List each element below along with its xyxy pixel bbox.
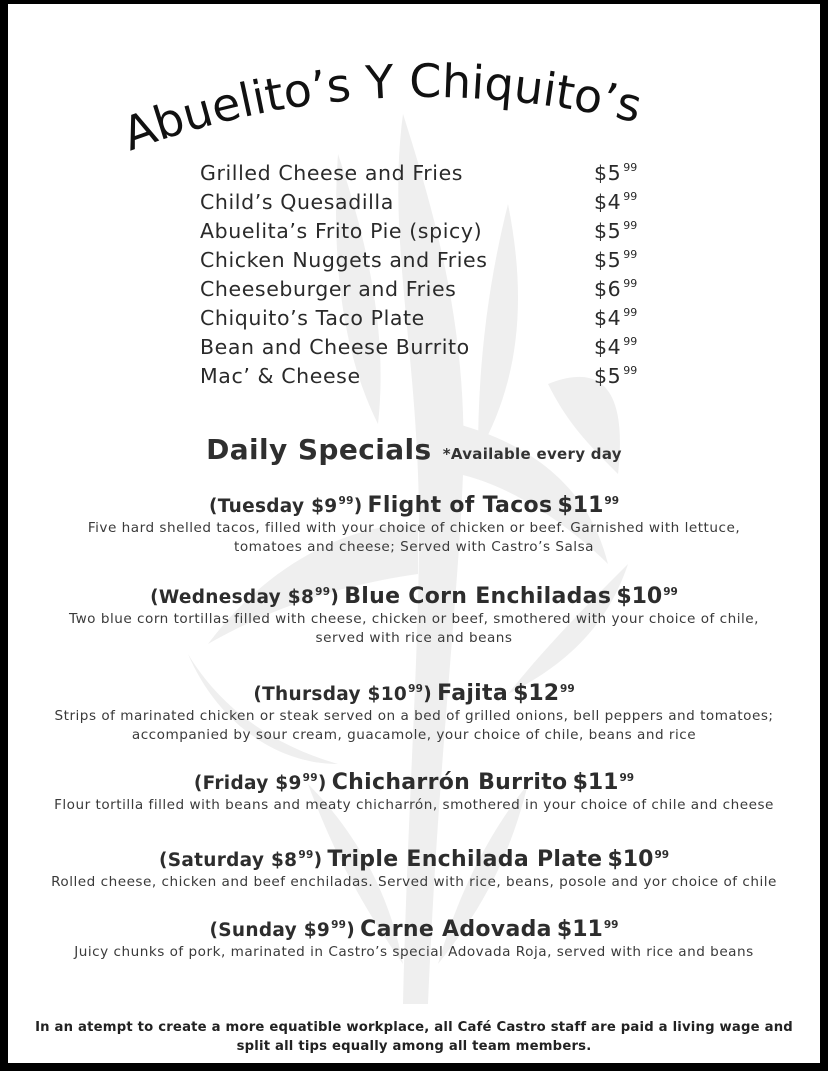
special-description	[8, 707, 820, 745]
price-cents: 99	[623, 248, 638, 261]
special-title	[8, 847, 820, 872]
special-price-dollars: $11	[557, 493, 604, 518]
special-price-dollars: $12	[513, 681, 560, 706]
special-title	[8, 770, 820, 795]
price-cents: 99	[623, 306, 638, 319]
price-cents: 99	[623, 190, 638, 203]
price-dollars: $5	[594, 161, 622, 185]
special-day: (Sunday $9	[209, 920, 331, 941]
svg-text:Abuelito’s Y Chiquito’s	[116, 59, 647, 161]
special-day: (Thursday $10	[253, 684, 408, 705]
special-price-cents: 99	[654, 849, 670, 861]
menu-item-price	[594, 306, 640, 330]
special-description-line: Strips of marinated chicken or steak served on a bed of grilled onions, bell peppers and tomatoes;	[54, 708, 774, 724]
menu-item-price	[594, 248, 640, 272]
special-description-line: Two blue corn tortillas filled with cheese, chicken or beef, smothered with your choice of chile,	[69, 611, 759, 627]
special-description-line: Flour tortilla filled with beans and meaty chicharrón, smothered in your choice of chile and cheese	[54, 797, 774, 813]
footer-line: In an atempt to create a more equatible workplace, all Café Castro staff are paid a living wage and	[35, 1020, 793, 1035]
special-day-price	[159, 850, 322, 871]
footer-line: split all tips equally among all team members.	[236, 1039, 592, 1054]
menu-item	[200, 306, 640, 335]
daily-special	[8, 917, 820, 962]
special-price-cents: 99	[603, 919, 619, 931]
special-description-line: Juicy chunks of pork, marinated in Castro’s special Adovada Roja, served with rice and beans	[74, 944, 754, 960]
special-description	[8, 943, 820, 962]
price-cents: 99	[623, 219, 638, 232]
special-title	[8, 493, 820, 518]
daily-special	[8, 847, 820, 892]
special-price	[557, 917, 619, 942]
price-dollars: $4	[594, 335, 622, 359]
special-day-price	[194, 773, 327, 794]
special-price-cents: 99	[560, 683, 575, 695]
special-price	[513, 681, 575, 706]
menu-item-name: Chiquito’s Taco Plate	[200, 306, 425, 330]
menu-item-price	[594, 161, 640, 185]
special-price	[608, 847, 670, 872]
special-price	[573, 770, 635, 795]
price-cents: 99	[623, 364, 638, 377]
special-description	[8, 610, 820, 648]
daily-special	[8, 681, 820, 745]
price-dollars: $4	[594, 190, 622, 214]
special-day-close: )	[353, 496, 363, 517]
menu-item-name: Child’s Quesadilla	[200, 190, 394, 214]
special-name: Flight of Tacos	[367, 493, 553, 518]
price-cents: 99	[623, 277, 638, 290]
menu-item	[200, 161, 640, 190]
specials-heading: Daily Specials	[206, 433, 432, 466]
price-dollars: $5	[594, 219, 622, 243]
menu-page	[8, 4, 820, 1063]
menu-item	[200, 190, 640, 219]
special-name: Fajita	[437, 681, 508, 706]
special-name: Triple Enchilada Plate	[327, 847, 603, 872]
menu-item-price	[594, 364, 640, 388]
daily-special	[8, 770, 820, 815]
special-day-price	[150, 587, 339, 608]
special-day: (Saturday $8	[158, 850, 298, 871]
menu-item	[200, 248, 640, 277]
special-name: Blue Corn Enchiladas	[344, 584, 612, 609]
special-day-price	[209, 496, 362, 517]
special-title	[8, 917, 820, 942]
price-cents: 99	[623, 335, 638, 348]
menu-item-price	[594, 277, 640, 301]
menu-item-name: Grilled Cheese and Fries	[200, 161, 464, 185]
menu-item-price	[594, 190, 640, 214]
daily-specials-heading	[8, 433, 820, 466]
special-day-close: )	[330, 587, 340, 608]
special-title	[8, 681, 820, 706]
special-price-cents: 99	[663, 586, 678, 598]
special-day-cents: 99	[298, 849, 314, 861]
special-price-cents: 99	[619, 772, 635, 784]
menu-item-name: Bean and Cheese Burrito	[200, 335, 470, 359]
menu-item	[200, 335, 640, 364]
special-day-close: )	[317, 773, 327, 794]
special-description-line: Five hard shelled tacos, filled with your choice of chicken or beef. Garnished with lettuce,	[87, 520, 741, 536]
special-day-close: )	[346, 920, 356, 941]
menu-item	[200, 364, 640, 393]
special-price-dollars: $10	[616, 584, 663, 609]
special-day-price	[210, 920, 356, 941]
menu-item	[200, 219, 640, 248]
price-dollars: $6	[594, 277, 622, 301]
daily-special	[8, 584, 820, 648]
price-cents: 99	[623, 161, 638, 174]
special-day-close: )	[313, 850, 323, 871]
menu-item	[200, 277, 640, 306]
special-title	[8, 584, 820, 609]
special-description-line: Rolled cheese, chicken and beef enchiladas. Served with rice, beans, posole and yor choice of chile	[51, 874, 777, 890]
menu-title-text: Abuelito’s Y Chiquito’s	[115, 59, 647, 162]
price-dollars: $5	[594, 364, 622, 388]
special-description-line: accompanied by sour cream, guacamole, your choice of chile, beans and rice	[131, 727, 697, 743]
special-day: (Wednesday $8	[150, 587, 315, 608]
special-day-price	[253, 684, 432, 705]
special-description-line: tomatoes and cheese; Served with Castro’s Salsa	[233, 539, 594, 555]
menu-item-name: Chicken Nuggets and Fries	[200, 248, 488, 272]
special-day: (Tuesday $9	[208, 496, 338, 517]
special-price-dollars: $11	[572, 770, 619, 795]
special-day-cents: 99	[331, 919, 347, 931]
special-day: (Friday $9	[193, 773, 302, 794]
menu-item-name: Mac’ & Cheese	[200, 364, 361, 388]
menu-item-price	[594, 335, 640, 359]
special-description	[8, 796, 820, 815]
special-name: Chicharrón Burrito	[331, 770, 568, 795]
price-dollars: $4	[594, 306, 622, 330]
special-day-cents: 99	[338, 495, 354, 507]
menu-item-name: Abuelita’s Frito Pie (spicy)	[200, 219, 483, 243]
menu-item-name: Cheeseburger and Fries	[200, 277, 457, 301]
special-day-cents: 99	[302, 772, 318, 784]
menu-item-price	[594, 219, 640, 243]
special-price-dollars: $10	[607, 847, 654, 872]
price-dollars: $5	[594, 248, 622, 272]
special-price-cents: 99	[604, 495, 620, 507]
special-name: Carne Adovada	[360, 917, 552, 942]
specials-note: *Available every day	[442, 445, 622, 463]
special-description	[8, 519, 820, 557]
special-day-cents: 99	[408, 683, 424, 695]
special-price	[616, 584, 678, 609]
special-day-close: )	[423, 684, 433, 705]
daily-special	[8, 493, 820, 557]
footer-note	[8, 1018, 820, 1056]
special-description-line: served with rice and beans	[315, 630, 513, 646]
special-day-cents: 99	[315, 586, 331, 598]
special-description	[8, 873, 820, 892]
special-price	[557, 493, 619, 518]
kids-menu-list	[200, 161, 640, 393]
special-price-dollars: $11	[556, 917, 603, 942]
